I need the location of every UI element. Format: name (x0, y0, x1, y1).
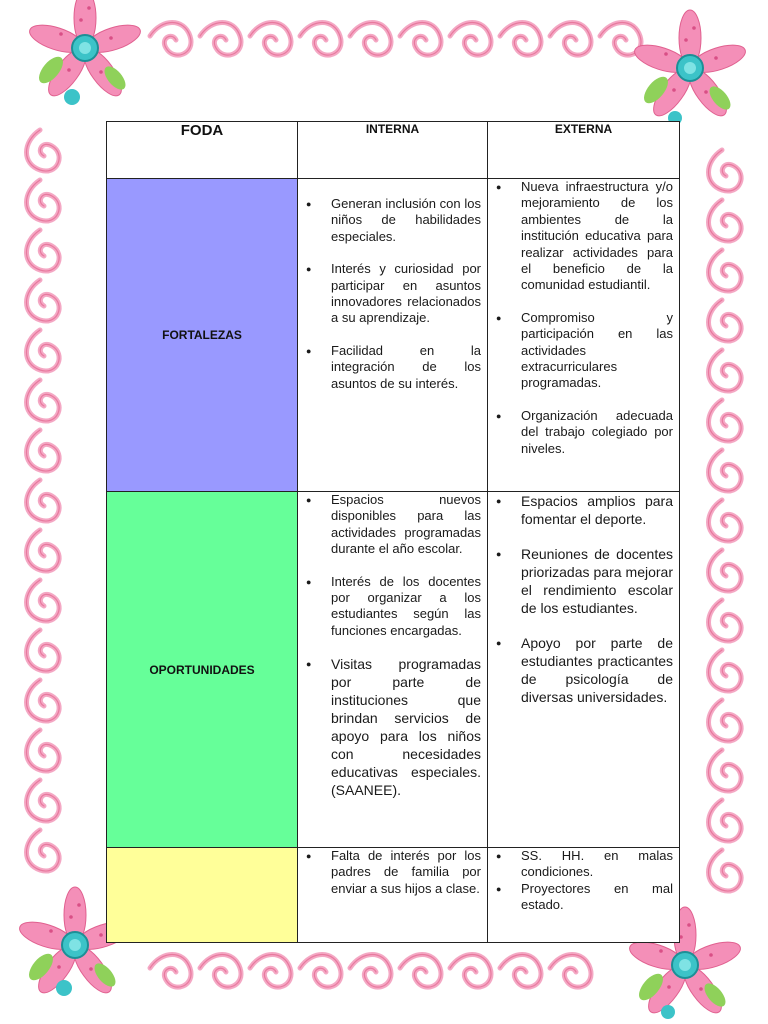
fortalezas-externa (488, 179, 680, 492)
list-item: ● Facilidad en la integración de los asuntos de su interés. (331, 343, 481, 392)
list-item: ● Organización adecuada del trabajo colegiado por niveles. (521, 408, 673, 457)
list-item: ● Nueva infraestructura y/o mejoramiento de los ambientes de la institución educativa para realizar actividades para el beneficio de la comunidad estudiantil. (521, 179, 673, 294)
row-fortalezas (107, 179, 680, 492)
foda-table (106, 121, 680, 943)
label-fortalezas: FORTALEZAS (107, 179, 298, 492)
list-item: ● Interés de los docentes por organizar a los estudiantes según las funciones encargadas. (331, 574, 481, 640)
list-item: ● Generan inclusión con los niños de habilidades especiales. (331, 196, 481, 245)
list-item: ● SS. HH. en malas condiciones. (521, 848, 673, 881)
oportunidades-interna (298, 492, 488, 848)
list-item: ● Reuniones de docentes priorizadas para mejorar el rendimiento escolar de los estudiantes. (521, 545, 673, 617)
label-oportunidades: OPORTUNIDADES (107, 492, 298, 848)
label-empty (107, 848, 298, 943)
row-oportunidades (107, 492, 680, 848)
header-row (107, 122, 680, 179)
list-item: ● Apoyo por parte de estudiantes practicantes de psicología de diversas universidades. (521, 634, 673, 706)
list-item: ● Visitas programadas por parte de instituciones que brindan servicios de apoyo para los niños con necesidades educativas especiales. (SAANEE). (331, 655, 481, 799)
list-item: ● Espacios amplios para fomentar el deporte. (521, 492, 673, 528)
header-externa: EXTERNA (488, 122, 680, 179)
list-item: ● Espacios nuevos disponibles para las actividades programadas durante el año escolar. (331, 492, 481, 558)
list-item: ● Proyectores en mal estado. (521, 881, 673, 914)
list-item: ● Interés y curiosidad por participar en asuntos innovadores relacionados a su aprendizaje. (331, 261, 481, 327)
header-foda: FODA (107, 122, 298, 179)
fortalezas-interna (298, 179, 488, 492)
debilidades-externa (488, 848, 680, 943)
header-interna: INTERNA (298, 122, 488, 179)
debilidades-interna (298, 848, 488, 943)
list-item: ● Falta de interés por los padres de familia por enviar a sus hijos a clase. (331, 848, 481, 897)
list-item: ● Compromiso y participación en las actividades extracurriculares programadas. (521, 310, 673, 392)
row-debilidades (107, 848, 680, 943)
oportunidades-externa (488, 492, 680, 848)
